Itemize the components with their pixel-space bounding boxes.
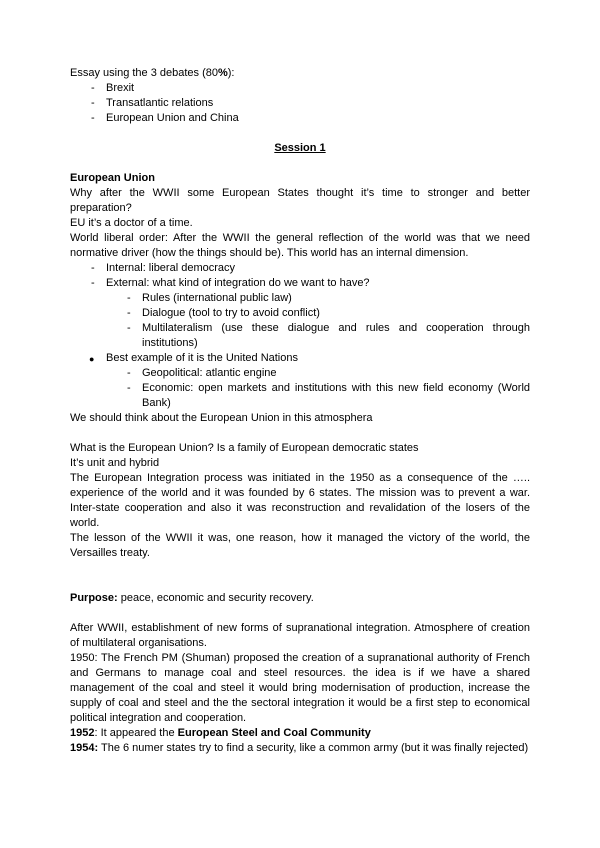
debate-item-brexit: - Brexit [70,81,530,96]
list-item-geopolitical: - Geopolitical: atlantic engine [70,366,530,381]
essay-intro-text: Essay using the 3 debates (80 [70,67,218,79]
paragraph-after-wwii: After WWII, establishment of new forms of supranational integration. Atmosphere of creation of multilateral organisations. [70,622,530,649]
session-heading-text: Session 1 [274,142,326,154]
essay-percent: % [217,67,228,79]
paragraph-world-liberal-order: World liberal order: After the WWII the general reflection of the world was that we need normative driver (how the things should be). This world has an internal dimension. [70,232,530,259]
essay-intro-tail: ): [227,67,235,79]
eu-heading: European Union [70,172,155,184]
list-item-best-example: ● Best example of it is the United Nations [70,351,530,366]
year-1954-label: 1954: [70,742,99,754]
list-item-external: - External: what kind of integration do we want to have? [70,276,530,291]
paragraph-integration-process: The European Integration process was initiated in the 1950 as a consequence of the ….. experience of the world and it was founded by 6 states. The mission was to prevent a war. Inter-state cooperation and also it was reconstruction and revalidation of the losers of the world. [70,472,530,529]
paragraph-why-wwii: Why after the WWII some European States thought it’s time to stronger and better preparation? [70,187,530,214]
list-item-internal: - Internal: liberal democracy [70,261,530,276]
paragraph-wwii-lesson: The lesson of the WWII it was, one reason, how it managed the victory of the world, the Versailles treaty. [70,532,530,559]
purpose-label: Purpose: [70,592,118,604]
purpose-text: peace, economic and security recovery. [120,592,314,604]
paragraph-1950: 1950: The French PM (Shuman) proposed the creation of a supranational authority of French and Germans to manage coal and steel resources. the idea is if we have a shared management of the coal and steel it would bring modernisation of production, increase the supply of coal and steel and the the sectoral integration it would be a first step to economical political integration and cooperation. [70,652,530,724]
paragraph-1954 [70,741,530,756]
paragraph-purpose [70,591,530,606]
list-item-dialogue: - Dialogue (tool to try to avoid conflict) [70,306,530,321]
list-item-rules: - Rules (international public law) [70,291,530,306]
year-1954-text: The 6 numer states try to find a security, like a common army (but it was finally rejected) [101,742,529,754]
year-1952-label: 1952 [70,727,95,739]
year-1952-text: : It appeared the [94,727,175,739]
debate-item-transatlantic: - Transatlantic relations [70,96,530,111]
paragraph-1952 [70,726,530,741]
list-item-economic: - Economic: open markets and institutions with this new field economy (World Bank) [70,381,530,411]
paragraph-atmosphera: We should think about the European Union in this atmosphera [70,412,373,424]
paragraph-unit-hybrid: It’s unit and hybrid [70,457,160,469]
list-item-multilateralism: - Multilateralism (use these dialogue and rules and cooperation through institutions) [70,321,530,351]
coal-community-name: European Steel and Coal Community [177,727,371,739]
debate-item-eu-china: - European Union and China [70,111,530,126]
paragraph-what-is-eu: What is the European Union? Is a family of European democratic states [70,442,419,454]
session-heading [70,141,530,156]
essay-intro-line [70,66,530,81]
paragraph-eu-doctor: EU it’s a doctor of a time. [70,217,193,229]
